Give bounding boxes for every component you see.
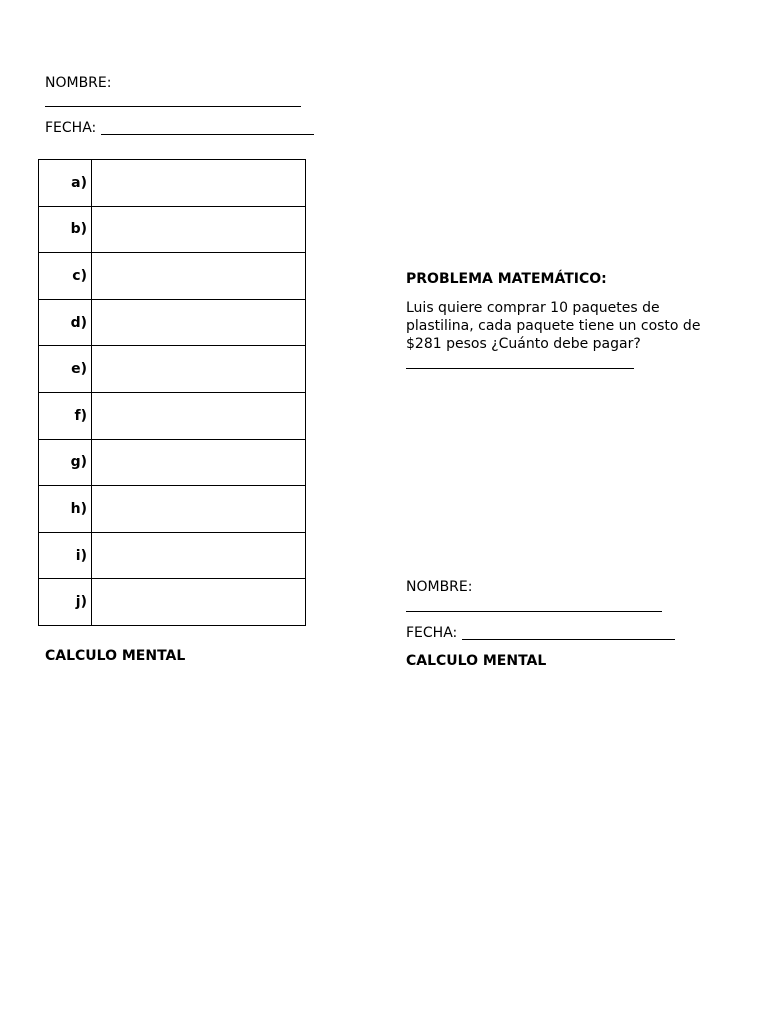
row-letter: c): [39, 253, 92, 300]
row-letter: d): [39, 299, 92, 346]
left-calculo-mental-title: CALCULO MENTAL: [45, 648, 186, 664]
table-row: [39, 579, 306, 626]
answer-field[interactable]: [92, 439, 306, 486]
right-fecha-label: FECHA:: [406, 625, 458, 641]
table-row: [39, 439, 306, 486]
row-letter: f): [39, 392, 92, 439]
problem-answer-line[interactable]: [406, 368, 634, 369]
table-row: [39, 299, 306, 346]
answer-table: [38, 159, 306, 626]
row-letter: e): [39, 346, 92, 393]
answer-field[interactable]: [92, 253, 306, 300]
row-letter: a): [39, 160, 92, 207]
table-row: [39, 346, 306, 393]
table-row: [39, 486, 306, 533]
right-nombre-label: NOMBRE:: [406, 579, 473, 595]
row-letter: j): [39, 579, 92, 626]
answer-field[interactable]: [92, 206, 306, 253]
answer-field[interactable]: [92, 392, 306, 439]
right-fecha-line[interactable]: [462, 639, 675, 640]
row-letter: i): [39, 532, 92, 579]
answer-field[interactable]: [92, 486, 306, 533]
left-fecha-line[interactable]: [101, 134, 314, 135]
answer-field[interactable]: [92, 160, 306, 207]
answer-field[interactable]: [92, 579, 306, 626]
table-row: [39, 532, 306, 579]
problem-text: Luis quiere comprar 10 paquetes de plastilina, cada paquete tiene un costo de $281 pesos ¿Cuánto debe pagar?: [406, 300, 701, 352]
table-row: [39, 160, 306, 207]
table-row: [39, 253, 306, 300]
problem-title: PROBLEMA MATEMÁTICO:: [406, 271, 607, 287]
answer-field[interactable]: [92, 532, 306, 579]
answer-field[interactable]: [92, 346, 306, 393]
left-fecha-label: FECHA:: [45, 120, 97, 136]
right-calculo-mental-title: CALCULO MENTAL: [406, 653, 547, 669]
row-letter: g): [39, 439, 92, 486]
row-letter: h): [39, 486, 92, 533]
left-nombre-line[interactable]: [45, 106, 301, 107]
table-row: [39, 392, 306, 439]
right-nombre-line[interactable]: [406, 611, 662, 612]
table-row: [39, 206, 306, 253]
left-nombre-label: NOMBRE:: [45, 75, 112, 91]
answer-field[interactable]: [92, 299, 306, 346]
row-letter: b): [39, 206, 92, 253]
